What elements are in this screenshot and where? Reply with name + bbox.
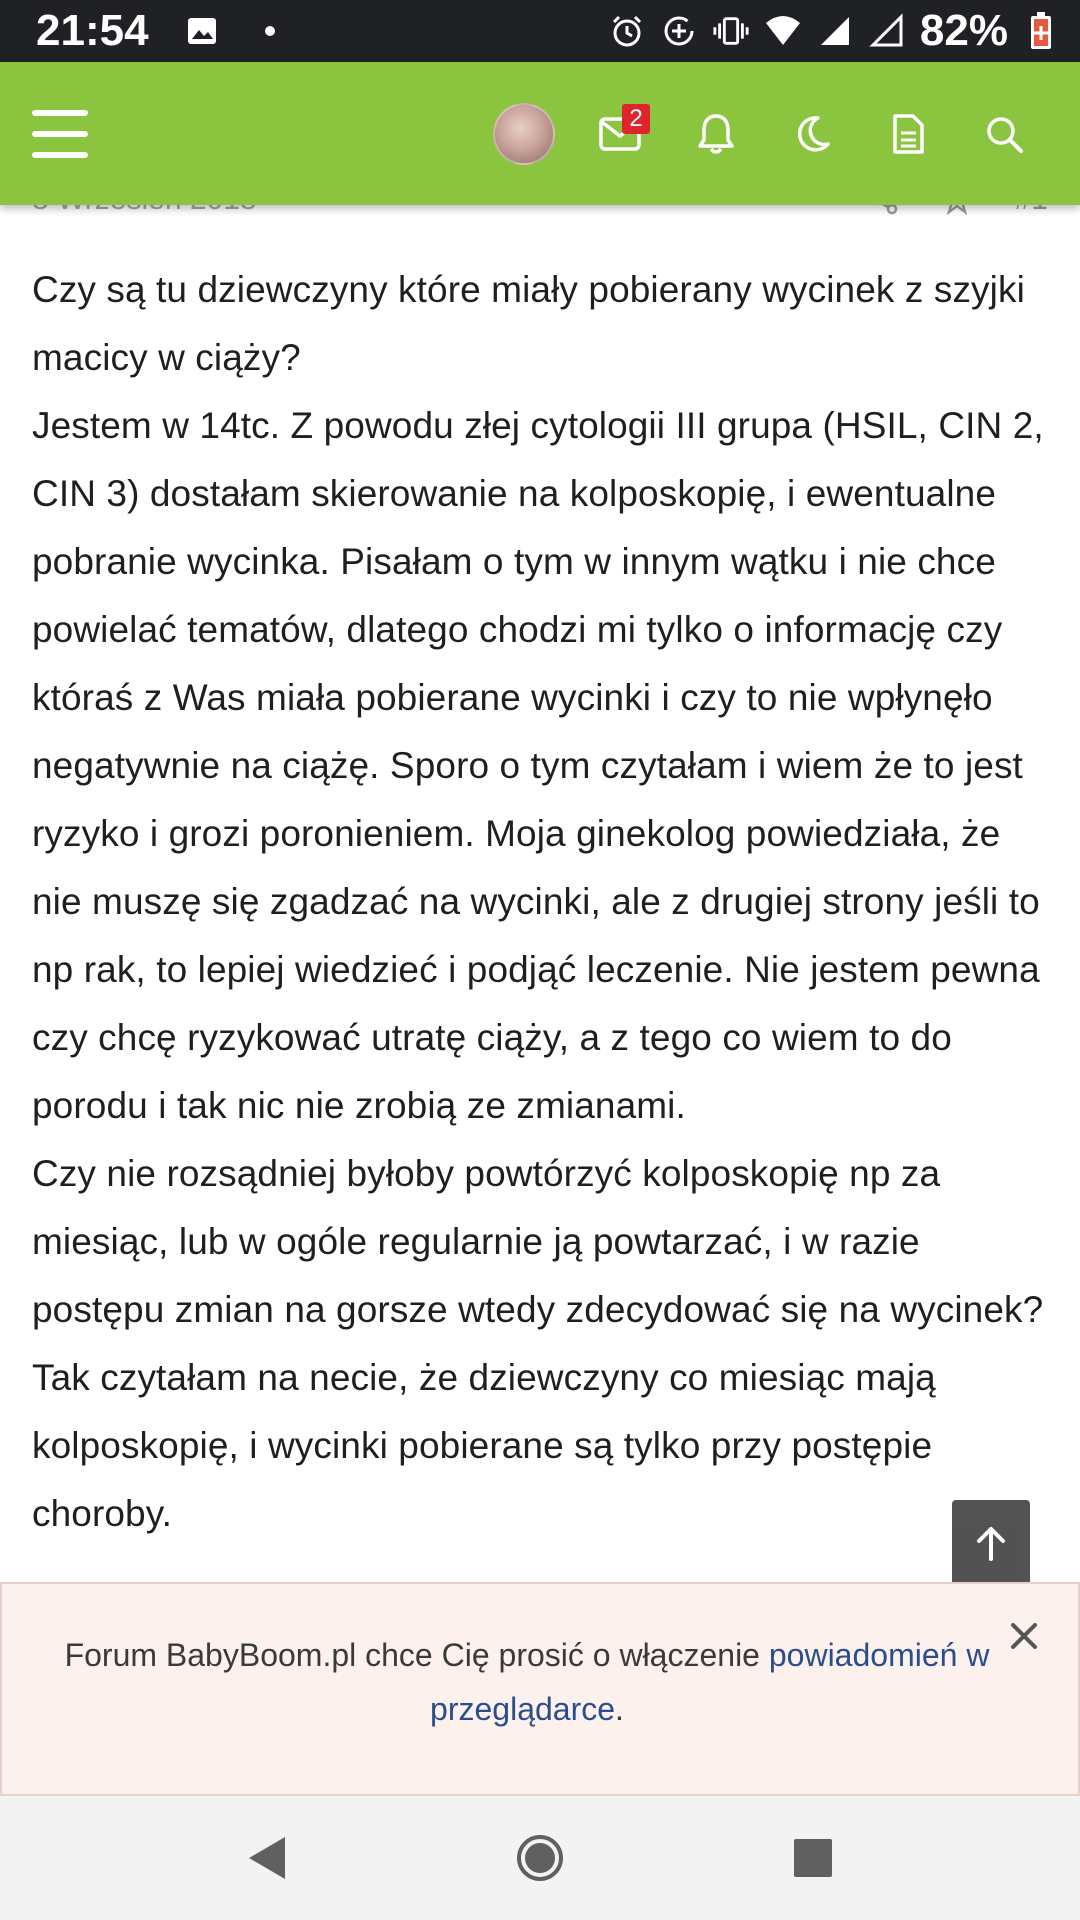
status-time: 21:54 xyxy=(36,6,149,55)
menu-bar-top xyxy=(32,110,88,116)
menu-bar-bottom xyxy=(32,152,88,158)
whats-new-button[interactable] xyxy=(860,86,956,182)
header-actions xyxy=(476,86,1052,182)
nav-home-button[interactable] xyxy=(500,1818,580,1898)
messages-badge: 2 xyxy=(622,104,650,134)
status-bar xyxy=(0,0,1080,62)
notifications-button[interactable] xyxy=(668,86,764,182)
notice-text xyxy=(32,1628,1022,1736)
system-nav-bar xyxy=(0,1796,1080,1920)
app-header xyxy=(0,62,1080,205)
signal-icon xyxy=(816,12,854,50)
search-button[interactable] xyxy=(956,86,1052,182)
menu-icon[interactable] xyxy=(30,104,90,164)
dark-mode-button[interactable] xyxy=(764,86,860,182)
close-icon xyxy=(1009,1621,1039,1651)
image-icon xyxy=(183,12,221,50)
menu-bar-middle xyxy=(32,131,88,137)
notice-link[interactable]: powiadomień w przeglądarce xyxy=(430,1637,990,1727)
back-icon xyxy=(245,1833,289,1883)
bell-icon xyxy=(697,113,735,155)
scroll-to-top-button[interactable] xyxy=(952,1500,1030,1586)
signal-empty-icon xyxy=(868,12,906,50)
nav-recents-button[interactable] xyxy=(773,1818,853,1898)
notice-text-after: . xyxy=(615,1691,624,1727)
recents-icon xyxy=(791,1836,835,1880)
notice-close-button[interactable] xyxy=(1002,1614,1046,1658)
battery-percent: 82% xyxy=(919,6,1008,55)
dot-icon xyxy=(251,12,289,50)
avatar xyxy=(493,103,555,165)
status-notification-icons xyxy=(183,12,289,50)
data-saver-icon xyxy=(660,12,698,50)
messages-button[interactable] xyxy=(572,86,668,182)
post-paragraph: Czy nie rozsądniej byłoby powtórzyć kolposkopię np za miesiąc, lub w ogóle regularnie ją powtarzać, i w razie postępu zmian na gorsze wtedy zdecydować się na wycinek? Tak czytałam na necie, że dziewczyny co miesiąc mają kolposkopię, i wycinki pobierane są tylko przy postępie choroby. xyxy=(32,1153,1044,1534)
post-body xyxy=(32,256,1052,1548)
post-paragraph: Czy są tu dziewczyny które miały pobierany wycinek z szyjki macicy w ciąży? xyxy=(32,269,1025,378)
document-icon xyxy=(891,113,925,155)
nav-back-button[interactable] xyxy=(227,1818,307,1898)
battery-saver-icon xyxy=(1022,12,1060,50)
search-icon xyxy=(984,114,1024,154)
alarm-icon xyxy=(608,12,646,50)
moon-icon xyxy=(792,114,832,154)
arrow-up-icon xyxy=(971,1523,1011,1563)
push-notice-banner xyxy=(0,1582,1080,1796)
post-paragraph: Jestem w 14tc. Z powodu złej cytologii III grupa (HSIL, CIN 2, CIN 3) dostałam skierowanie na kolposkopię, i ewentualne pobranie wycinka. Pisałam o tym w innym wątku i nie chce powielać tematów, dlatego chodzi mi tylko o informację czy któraś z Was miała pobierane wycinki i czy to nie wpłynęło negatywnie na ciążę. Sporo o tym czytałam i wiem że to jest ryzyko i grozi poronieniem. Moja ginekolog powiedziała, że nie muszę się zgadzać na wycinki, ale z drugiej strony jeśli to np rak, to lepiej wiedzieć i podjąć leczenie. Nie jestem pewna czy chcę ryzykować utratę ciąży, a z tego co wiem to do porodu i tak nic nie zrobią ze zmianami. xyxy=(32,405,1044,1126)
status-system-icons xyxy=(608,6,1060,56)
vibrate-icon xyxy=(712,12,750,50)
avatar-button[interactable] xyxy=(476,86,572,182)
home-icon xyxy=(515,1833,565,1883)
wifi-icon xyxy=(764,12,802,50)
notice-text-before: Forum BabyBoom.pl chce Cię prosić o włączenie xyxy=(64,1637,769,1673)
